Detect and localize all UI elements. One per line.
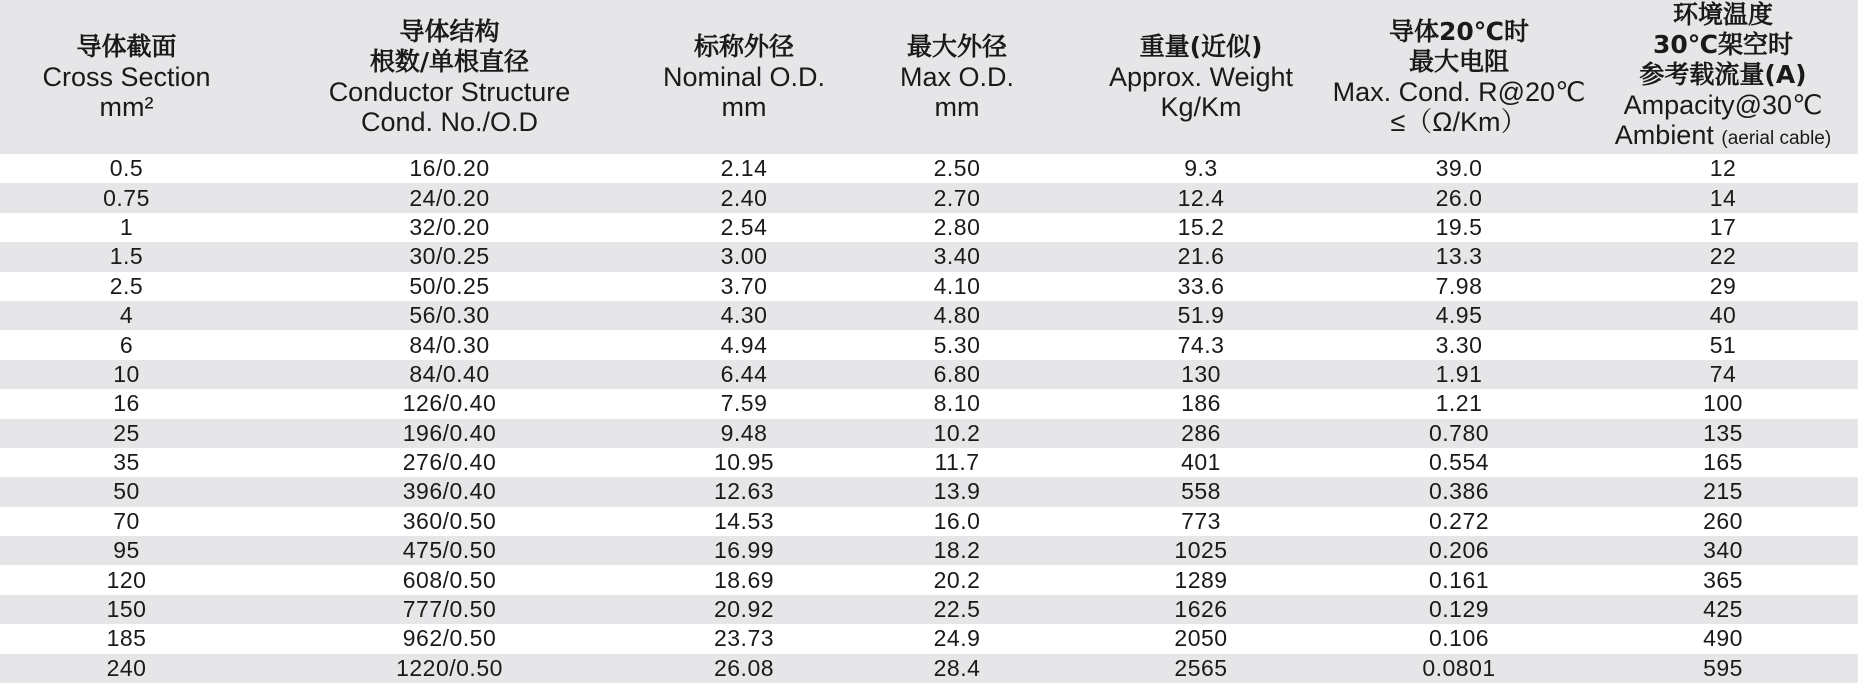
cell-nominal-od: 9.48	[720, 419, 768, 446]
cell-conductor-structure: 84/0.40	[409, 360, 490, 387]
cell-resistance: 0.780	[1428, 419, 1490, 446]
cell-weight: 130	[1181, 360, 1221, 387]
cell-resistance: 3.30	[1435, 331, 1483, 358]
cell-nominal-od: 18.69	[713, 566, 775, 593]
cell-cross-section: 4	[119, 302, 134, 329]
cell-max-od: 16.0	[933, 507, 981, 534]
cell-cross-section: 10	[113, 360, 140, 387]
table-row	[0, 183, 1858, 212]
table-row	[0, 477, 1858, 506]
cell-cross-section: 150	[106, 596, 147, 623]
cell-ampacity: 165	[1703, 449, 1743, 476]
cell-nominal-od: 3.00	[720, 243, 768, 270]
cell-nominal-od: 4.94	[720, 331, 768, 358]
cell-nominal-od: 4.30	[720, 302, 768, 329]
cell-weight: 773	[1181, 507, 1221, 534]
cell-max-od: 13.9	[933, 478, 981, 505]
cell-weight: 558	[1181, 478, 1221, 505]
cell-resistance: 0.554	[1428, 449, 1490, 476]
cell-weight: 74.3	[1177, 331, 1225, 358]
cell-resistance: 0.106	[1428, 625, 1490, 652]
table-row	[0, 507, 1858, 536]
cell-ampacity: 100	[1703, 390, 1743, 417]
cell-resistance: 4.95	[1435, 302, 1483, 329]
cell-nominal-od: 7.59	[720, 390, 768, 417]
cell-nominal-od: 26.08	[713, 654, 775, 681]
cell-weight: 186	[1181, 390, 1221, 417]
cell-resistance: 7.98	[1435, 272, 1483, 299]
header-nominal-od: 标称外径 Nominal O.D. mm	[662, 32, 826, 122]
cell-cross-section: 185	[106, 625, 147, 652]
aerial-cable-note: (aerial cable)	[1721, 128, 1832, 149]
cell-ampacity: 595	[1703, 654, 1743, 681]
ambient-label: Ambient	[1614, 120, 1714, 150]
table-row	[0, 154, 1858, 183]
header-approx-weight: 重量(近似) Approx. Weight Kg/Km	[1108, 32, 1294, 122]
cell-weight: 1626	[1174, 596, 1228, 623]
cell-resistance: 19.5	[1435, 213, 1483, 240]
cell-cross-section: 16	[113, 390, 140, 417]
cell-conductor-structure: 16/0.20	[409, 155, 490, 182]
cell-conductor-structure: 276/0.40	[402, 449, 497, 476]
header-conductor-structure: 导体结构 根数/单根直径 Conductor Structure Cond. No./O.D	[328, 17, 571, 137]
header-max-resistance: 导体20℃时 最大电阻 Max. Cond. R@20℃ ≤（Ω/Km）	[1332, 17, 1586, 137]
cell-max-od: 24.9	[933, 625, 981, 652]
cell-nominal-od: 12.63	[713, 478, 775, 505]
cell-ampacity: 51	[1709, 331, 1737, 358]
cell-ampacity: 74	[1709, 360, 1737, 387]
cell-conductor-structure: 84/0.30	[409, 331, 490, 358]
table-row	[0, 565, 1858, 594]
cell-weight: 15.2	[1177, 213, 1225, 240]
table-row	[0, 536, 1858, 565]
cell-conductor-structure: 196/0.40	[402, 419, 497, 446]
cell-nominal-od: 6.44	[720, 360, 768, 387]
cell-weight: 21.6	[1177, 243, 1225, 270]
cell-resistance: 0.0801	[1422, 654, 1496, 681]
cell-max-od: 8.10	[933, 390, 981, 417]
cell-nominal-od: 2.40	[720, 184, 768, 211]
cell-nominal-od: 2.54	[720, 213, 768, 240]
table-row	[0, 595, 1858, 624]
cell-max-od: 2.80	[933, 213, 981, 240]
cell-resistance: 1.21	[1435, 390, 1483, 417]
cell-cross-section: 6	[119, 331, 134, 358]
cell-weight: 9.3	[1184, 155, 1218, 182]
cell-resistance: 0.206	[1428, 537, 1490, 564]
cell-ampacity: 425	[1703, 596, 1743, 623]
cell-resistance: 0.161	[1428, 566, 1490, 593]
cell-conductor-structure: 50/0.25	[409, 272, 490, 299]
cell-conductor-structure: 32/0.20	[409, 213, 490, 240]
cell-max-od: 4.80	[933, 302, 981, 329]
cell-max-od: 3.40	[933, 243, 981, 270]
cell-max-od: 5.30	[933, 331, 981, 358]
table-row	[0, 242, 1858, 271]
cell-nominal-od: 3.70	[720, 272, 768, 299]
cell-resistance: 0.129	[1428, 596, 1490, 623]
cell-weight: 33.6	[1177, 272, 1225, 299]
cell-ampacity: 260	[1703, 507, 1743, 534]
cell-conductor-structure: 1220/0.50	[396, 654, 503, 681]
cell-cross-section: 1.5	[109, 243, 144, 270]
cell-conductor-structure: 126/0.40	[402, 390, 497, 417]
cell-weight: 2050	[1174, 625, 1228, 652]
cell-max-od: 22.5	[933, 596, 981, 623]
cell-cross-section: 0.75	[103, 184, 150, 211]
cell-cross-section: 0.5	[109, 155, 144, 182]
cell-max-od: 6.80	[933, 360, 981, 387]
table-header	[0, 0, 1858, 154]
cell-resistance: 1.91	[1435, 360, 1483, 387]
cell-ampacity: 17	[1709, 213, 1737, 240]
cell-ampacity: 365	[1703, 566, 1743, 593]
cell-weight: 1025	[1174, 537, 1228, 564]
cell-cross-section: 35	[113, 449, 140, 476]
cell-weight: 401	[1181, 449, 1221, 476]
cell-ampacity: 22	[1709, 243, 1737, 270]
cell-conductor-structure: 360/0.50	[402, 507, 497, 534]
cell-max-od: 2.70	[933, 184, 981, 211]
cell-cross-section: 1	[119, 213, 134, 240]
table-row	[0, 301, 1858, 330]
cell-conductor-structure: 30/0.25	[409, 243, 490, 270]
cell-cross-section: 25	[113, 419, 140, 446]
table-row	[0, 330, 1858, 359]
header-ampacity: 环境温度 30℃架空时 参考载流量(A) Ampacity@30℃ Ambient (aerial cable)	[1614, 0, 1832, 150]
cell-nominal-od: 10.95	[713, 449, 775, 476]
cell-cross-section: 70	[113, 507, 140, 534]
cell-nominal-od: 16.99	[713, 537, 775, 564]
cell-resistance: 13.3	[1435, 243, 1483, 270]
cell-conductor-structure: 24/0.20	[409, 184, 490, 211]
table-row	[0, 213, 1858, 242]
cell-ampacity: 29	[1709, 272, 1737, 299]
table-body	[0, 154, 1858, 683]
cell-resistance: 0.386	[1428, 478, 1490, 505]
cell-weight: 1289	[1174, 566, 1228, 593]
cell-max-od: 2.50	[933, 155, 981, 182]
cell-resistance: 39.0	[1435, 155, 1483, 182]
cell-conductor-structure: 475/0.50	[402, 537, 497, 564]
cell-conductor-structure: 777/0.50	[402, 596, 497, 623]
cell-ampacity: 40	[1709, 302, 1737, 329]
cell-weight: 12.4	[1177, 184, 1225, 211]
cell-max-od: 10.2	[933, 419, 981, 446]
cell-conductor-structure: 962/0.50	[402, 625, 497, 652]
cell-nominal-od: 23.73	[713, 625, 775, 652]
cell-max-od: 4.10	[933, 272, 981, 299]
cell-cross-section: 50	[113, 478, 140, 505]
table-row	[0, 389, 1858, 418]
cell-weight: 2565	[1174, 654, 1228, 681]
cell-conductor-structure: 56/0.30	[409, 302, 490, 329]
cell-max-od: 18.2	[933, 537, 981, 564]
header-row	[0, 0, 1858, 154]
cell-resistance: 0.272	[1428, 507, 1490, 534]
cell-cross-section: 240	[106, 654, 147, 681]
cell-conductor-structure: 608/0.50	[402, 566, 497, 593]
cell-ampacity: 340	[1703, 537, 1743, 564]
cell-max-od: 20.2	[933, 566, 981, 593]
cell-ampacity: 215	[1703, 478, 1743, 505]
header-max-od: 最大外径 Max O.D. mm	[899, 32, 1014, 122]
cell-max-od: 28.4	[933, 654, 981, 681]
cell-ampacity: 12	[1709, 155, 1737, 182]
cell-cross-section: 120	[106, 566, 147, 593]
cell-nominal-od: 14.53	[713, 507, 775, 534]
table-row	[0, 272, 1858, 301]
cell-ampacity: 135	[1703, 419, 1743, 446]
cell-cross-section: 95	[113, 537, 140, 564]
cell-resistance: 26.0	[1435, 184, 1483, 211]
table-row	[0, 360, 1858, 389]
cell-cross-section: 2.5	[109, 272, 144, 299]
cell-weight: 51.9	[1177, 302, 1225, 329]
cell-weight: 286	[1181, 419, 1221, 446]
table-row	[0, 419, 1858, 448]
cell-nominal-od: 2.14	[720, 155, 768, 182]
cell-conductor-structure: 396/0.40	[402, 478, 497, 505]
cell-nominal-od: 20.92	[713, 596, 775, 623]
cell-ampacity: 490	[1703, 625, 1743, 652]
header-cross-section: 导体截面 Cross Section mm²	[42, 32, 211, 122]
table-row	[0, 624, 1858, 653]
table-row	[0, 448, 1858, 477]
cell-ampacity: 14	[1709, 184, 1737, 211]
cell-max-od: 11.7	[934, 449, 980, 476]
table-row	[0, 654, 1858, 683]
